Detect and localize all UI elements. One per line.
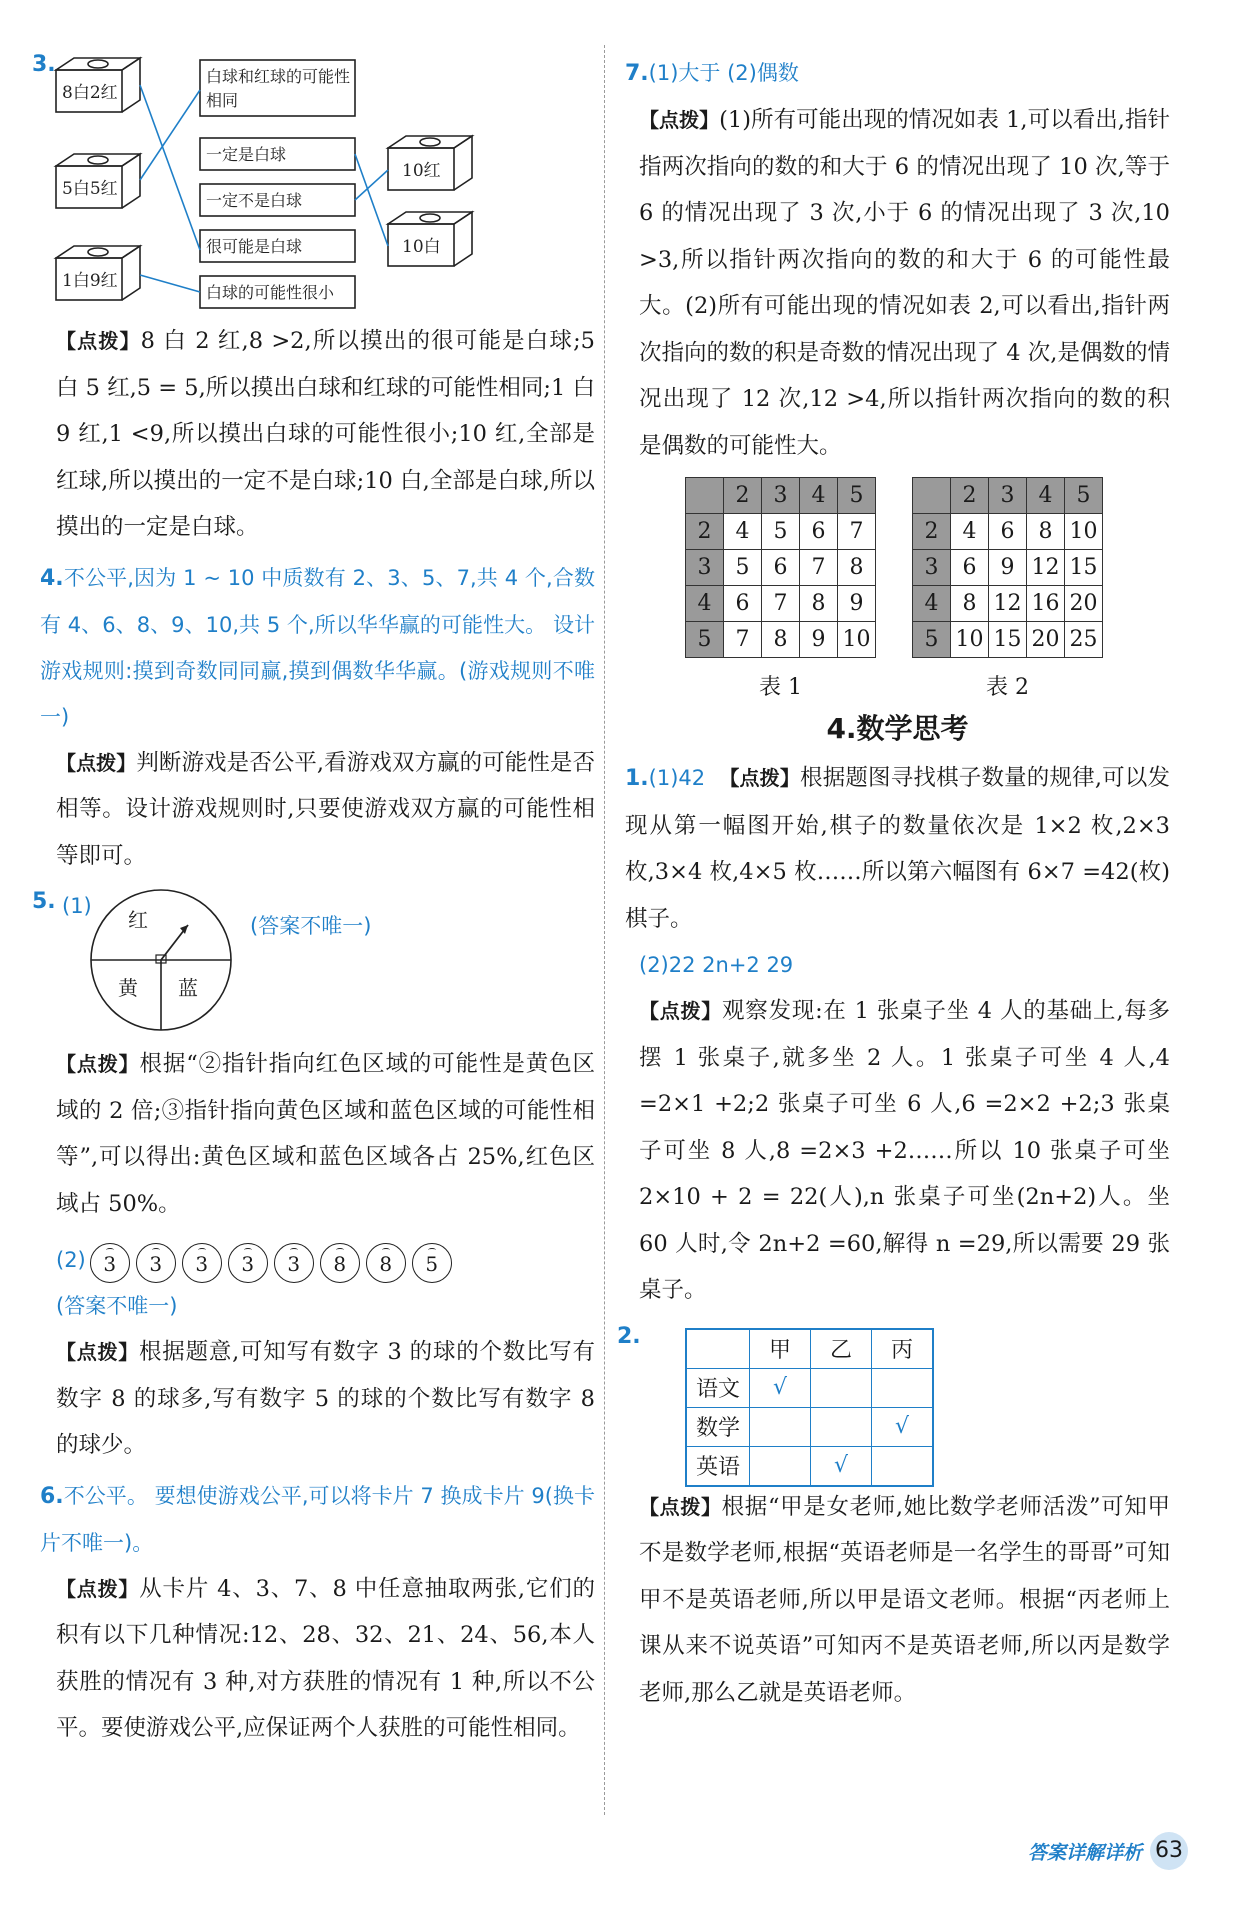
table-cell: 丙 — [872, 1329, 934, 1369]
left-column — [32, 50, 596, 1752]
box-label: 1白9红 — [62, 271, 118, 291]
table-cell: 10 — [951, 622, 989, 658]
table-row — [686, 550, 876, 586]
table-cell: 9 — [989, 550, 1027, 586]
table-cell: 6 — [989, 514, 1027, 550]
right-column — [617, 50, 1171, 1716]
statement-label: 很可能是白球 — [206, 237, 303, 256]
statement-label: 一定不是白球 — [206, 191, 303, 210]
table-row — [686, 514, 876, 550]
table-cell: 10 — [838, 622, 876, 658]
table-cell: 2 — [686, 514, 724, 550]
table-row — [686, 1329, 933, 1369]
table-row — [913, 586, 1103, 622]
q5-note: (答案不唯一) — [250, 914, 372, 938]
table-row — [686, 1446, 933, 1486]
ball: 8 — [366, 1243, 406, 1283]
table-cell: 甲 — [750, 1329, 811, 1369]
q5-part2: (2) — [56, 1248, 86, 1272]
table-row — [913, 622, 1103, 658]
s2-tip — [625, 1484, 1170, 1717]
table-cell: 5 — [1065, 478, 1103, 514]
q6-tip-text: 从卡片 4、3、7、8 中任意抽取两张,它们的积有以下几种情况:12、28、32、21、24、56,本人获胜的情况有 3 种,对方获胜的情况有 1 种,所以不公平。要使游戏公平,应保证两个人获胜的可能性相同。 — [56, 1575, 596, 1741]
table-cell: √ — [811, 1446, 872, 1486]
ball: 8 — [320, 1243, 360, 1283]
table-cell — [811, 1368, 872, 1407]
table-cell: 英语 — [686, 1446, 750, 1486]
table-cell: 8 — [800, 586, 838, 622]
s1-tip1-text: 根据题图寻找棋子数量的规律,可以发现从第一幅图开始,棋子的数量依次是 1×2 枚,2×3 枚,3×4 枚,4×5 枚……所以第六幅图有 6×7 =42(枚)棋子。 — [625, 765, 1171, 932]
table-cell: 3 — [686, 550, 724, 586]
ball: 5 — [412, 1243, 452, 1283]
table-cell: 6 — [951, 550, 989, 586]
match-line — [140, 275, 200, 292]
box-label: 10红 — [402, 161, 441, 181]
table-cell: 15 — [1065, 550, 1103, 586]
tip-label: 【点拨】 — [719, 766, 801, 790]
q3-matching-svg — [40, 50, 595, 312]
table-row — [686, 478, 876, 514]
s1-part1 — [625, 755, 1170, 942]
s2-table — [685, 1328, 934, 1487]
table-row — [686, 586, 876, 622]
table-cell: 9 — [838, 586, 876, 622]
q6-number: 6. — [40, 1483, 64, 1509]
q7-tip — [625, 97, 1170, 469]
table-cell — [686, 478, 724, 514]
table-cell: 8 — [838, 550, 876, 586]
statement-label: 相同 — [206, 91, 239, 110]
table-row — [913, 478, 1103, 514]
q4-tip — [40, 740, 595, 880]
table-cell: 4 — [724, 514, 762, 550]
table-cell: 6 — [800, 514, 838, 550]
q6-answer-text: 不公平。 要想使游戏公平,可以将卡片 7 换成卡片 9(换卡片不唯一)。 — [40, 1483, 595, 1555]
q6-tip — [40, 1566, 595, 1752]
q5-tip2 — [40, 1329, 595, 1469]
table-cell — [750, 1407, 811, 1446]
region-label: 蓝 — [178, 976, 198, 1000]
statement-label: 白球和红球的可能性 — [206, 67, 351, 86]
box-label: 5白5红 — [62, 179, 118, 199]
table-row — [686, 1368, 933, 1407]
table-cell: 4 — [1027, 478, 1065, 514]
table-cell: 5 — [838, 478, 876, 514]
q5-tip1-text: 根据“②指针指向红色区域的可能性是黄色区域的 2 倍;③指针指向黄色区域和蓝色区域的可能性相等”,可以得出:黄色区域和蓝色区域各占 25%,红色区域占 50%。 — [56, 1051, 595, 1217]
table-cell: 4 — [686, 586, 724, 622]
q6-answer — [40, 1473, 595, 1566]
s1-tip2 — [625, 988, 1170, 1314]
table-cell: 6 — [724, 586, 762, 622]
table-cell — [750, 1446, 811, 1486]
ball: 3 — [274, 1243, 314, 1283]
table1 — [685, 477, 876, 658]
table-cell: 7 — [800, 550, 838, 586]
q7-answer-text: (1)大于 (2)偶数 — [648, 61, 799, 85]
tip-label: 【点拨】 — [56, 329, 141, 353]
footer-label: 答案详解详析 — [1027, 1841, 1142, 1864]
table-cell: 16 — [1027, 586, 1065, 622]
statement-label: 一定是白球 — [206, 145, 287, 164]
match-line — [355, 154, 388, 246]
table-cell: 2 — [913, 514, 951, 550]
tip-label: 【点拨】 — [56, 1340, 140, 1364]
table2 — [912, 477, 1103, 658]
table-cell: 4 — [913, 586, 951, 622]
q3-tip — [40, 318, 595, 551]
table-cell: 4 — [951, 514, 989, 550]
box-label: 10白 — [402, 237, 441, 257]
table-cell — [872, 1446, 934, 1486]
tip-label: 【点拨】 — [639, 108, 720, 132]
statement-label: 白球的可能性很小 — [206, 283, 335, 302]
q3-tip-text: 8 白 2 红,8 >2,所以摸出的很可能是白球;5 白 5 红,5 = 5,所以摸出白球和红球的可能性相同;1 白 9 红,1 <9,所以摸出白球的可能性很小;10 红,全部是红球,所以摸出的一定不是白球;10 白,全部是白球,所以摸出的一定是白球。 — [56, 328, 595, 540]
tip-label: 【点拨】 — [56, 750, 137, 775]
q4-answer-text: 不公平,因为 1 ~ 10 中质数有 2、3、5、7,共 4 个,合数有 4、6、8、9、10,共 5 个,所以华华赢的可能性大。 设计游戏规则:摸到奇数同同赢,摸到偶数华华赢。(游戏规则不唯一) — [40, 565, 595, 729]
table-cell: 12 — [989, 586, 1027, 622]
ball: 3 — [90, 1243, 130, 1283]
s2-number: 2. — [617, 1323, 641, 1349]
spinner-diagram — [86, 885, 236, 1035]
table-cell — [811, 1407, 872, 1446]
table1-caption: 表 1 — [759, 675, 802, 700]
table-row — [686, 1407, 933, 1446]
tip-label: 【点拨】 — [639, 999, 723, 1023]
table-cell: 7 — [724, 622, 762, 658]
table-cell: 3 — [762, 478, 800, 514]
q5-tip1 — [40, 1041, 595, 1227]
table2-wrapper — [912, 477, 1103, 701]
tip-label: 【点拨】 — [56, 1052, 140, 1076]
table-cell: 3 — [989, 478, 1027, 514]
q7-tip-text: (1)所有可能出现的情况如表 1,可以看出,指针指两次指向的数的和大于 6 的情况出现了 10 次,等于 6 的情况出现了 3 次,小于 6 的情况出现了 3 次,10 >3,所以指针两次指向的数的和大于 6 的可能性最大。(2)所有可能出现的情况如表 2,可以看出,指针两次指向的数的积是奇数的情况出现了 4 次,是偶数的情况出现了 12 次,12 >4,所以指针两次指向的数的积是偶数的可能性大。 — [639, 107, 1170, 459]
section-title: 4.数学思考 — [826, 712, 969, 745]
table-cell: 5 — [686, 622, 724, 658]
q7-tables — [685, 477, 1170, 701]
table-cell: 12 — [1027, 550, 1065, 586]
region-label: 红 — [128, 908, 148, 932]
s1-tip2-text: 观察发现:在 1 张桌子坐 4 人的基础上,每多摆 1 张桌子,就多坐 2 人。1 张桌子可坐 4 人,4 =2×1 +2;2 张桌子可坐 6 人,6 =2×2 +2;3 张桌子可坐 8 人,8 =2×3 +2……所以 10 张桌子可坐 2×10 + 2 = 22(人),n 张桌子可坐(2n+2)人。坐 60 人时,令 2n+2 =60,解得 n =29,所以需要 29 张桌子。 — [639, 998, 1170, 1303]
table1-wrapper — [685, 477, 876, 701]
table-cell: 数学 — [686, 1407, 750, 1446]
q4-number: 4. — [40, 565, 64, 591]
table-cell: 8 — [762, 622, 800, 658]
q5-spinner-row — [32, 883, 595, 1033]
table-cell: 20 — [1027, 622, 1065, 658]
ball: 3 — [136, 1243, 176, 1283]
table-cell: √ — [872, 1407, 934, 1446]
table-cell: 20 — [1065, 586, 1103, 622]
tip-label: 【点拨】 — [639, 1494, 722, 1519]
table2-caption: 表 2 — [986, 675, 1029, 700]
table-cell: 7 — [838, 514, 876, 550]
table-cell: 15 — [989, 622, 1027, 658]
table-cell: 8 — [951, 586, 989, 622]
table-cell: 5 — [762, 514, 800, 550]
table-row — [913, 550, 1103, 586]
s1-number: 1. — [625, 766, 649, 791]
column-divider — [604, 45, 605, 1815]
page-footer — [1028, 1832, 1188, 1870]
table-cell — [872, 1368, 934, 1407]
q5-number: 5. — [32, 889, 56, 914]
table-cell: 乙 — [811, 1329, 872, 1369]
table-cell: 5 — [724, 550, 762, 586]
tip-label: 【点拨】 — [56, 1576, 140, 1601]
box-label: 8白2红 — [62, 83, 118, 103]
table-row — [913, 514, 1103, 550]
table-cell: √ — [750, 1368, 811, 1407]
match-line — [355, 170, 388, 200]
table-cell: 7 — [762, 586, 800, 622]
table-cell: 9 — [800, 622, 838, 658]
page-number: 63 — [1150, 1832, 1188, 1870]
table-cell: 语文 — [686, 1368, 750, 1407]
table-cell: 2 — [724, 478, 762, 514]
q5-note2: (答案不唯一) — [56, 1294, 178, 1318]
q3-number: 3. — [32, 52, 56, 77]
table-cell: 6 — [762, 550, 800, 586]
table-cell — [686, 1329, 750, 1369]
s2-block — [617, 1323, 1170, 1484]
q4-tip-text: 判断游戏是否公平,看游戏双方赢的可能性是否相等。设计游戏规则时,只要使游戏双方赢的可能性相等即可。 — [56, 749, 596, 869]
table-cell: 2 — [951, 478, 989, 514]
s1-answer2: (2)22 2n+2 29 — [639, 953, 794, 977]
q5-balls-row — [40, 1237, 595, 1283]
table-cell: 3 — [913, 550, 951, 586]
q7-number: 7. — [625, 61, 649, 86]
table-cell: 10 — [1065, 514, 1103, 550]
table-cell: 5 — [913, 622, 951, 658]
ball: 3 — [182, 1243, 222, 1283]
s2-tip-text: 根据“甲是女老师,她比数学老师活泼”可知甲不是数学老师,根据“英语老师是一名学生的哥哥”可知甲不是英语老师,所以甲是语文老师。根据“丙老师上课从来不说英语”可知丙不是英语老师,所以丙是数学老师,那么乙就是英语老师。 — [639, 1493, 1170, 1706]
q3-diagram — [32, 50, 595, 312]
table-cell — [913, 478, 951, 514]
q5-tip2-text: 根据题意,可知写有数字 3 的球的个数比写有数字 8 的球多,写有数字 5 的球的个数比写有数字 8 的球少。 — [56, 1339, 596, 1458]
table-row — [686, 622, 876, 658]
table-cell: 25 — [1065, 622, 1103, 658]
ball: 3 — [228, 1243, 268, 1283]
table-cell: 4 — [800, 478, 838, 514]
q5-part1: (1) — [62, 894, 92, 918]
region-label: 黄 — [118, 976, 138, 1000]
table-cell: 8 — [1027, 514, 1065, 550]
q4-answer — [40, 555, 595, 740]
q7-answer — [625, 50, 1170, 97]
s1-answer1: (1)42 — [648, 766, 706, 790]
